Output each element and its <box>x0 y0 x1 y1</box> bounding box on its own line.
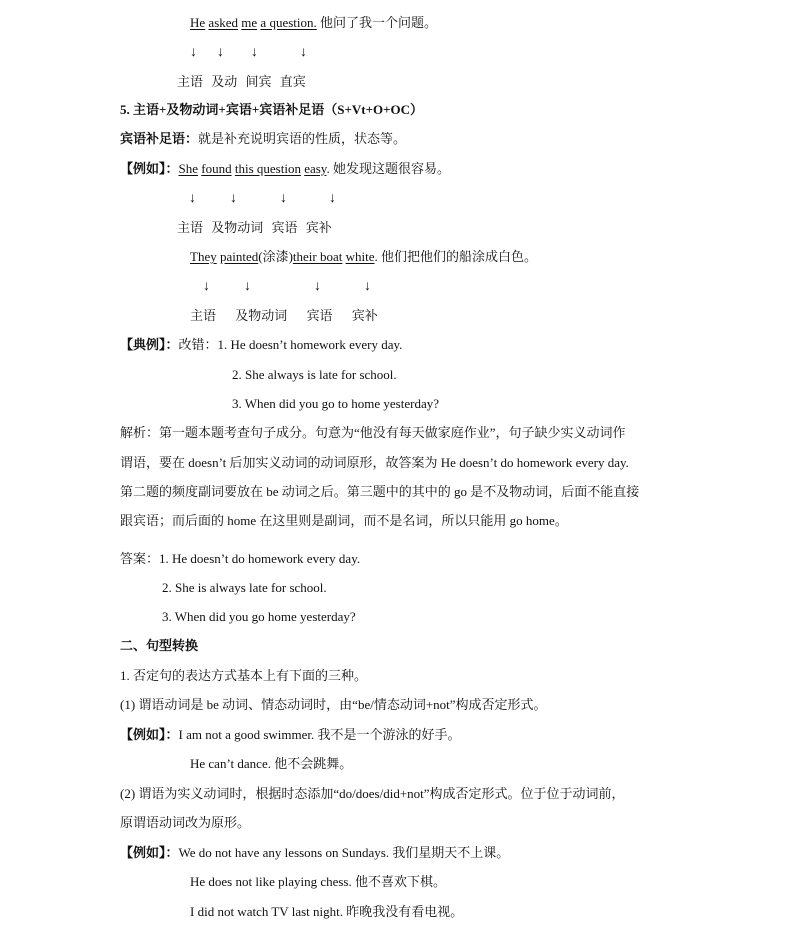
word-subject: She <box>178 161 199 176</box>
answer-item: 3. When did you go home yesterday? <box>162 609 356 624</box>
word-direct-object: a question. <box>260 15 317 30</box>
down-arrow-icon: ↓ <box>190 45 197 60</box>
answer-item: 1. He doesn’t do homework every day. <box>159 551 361 566</box>
component-labels: 主语 及物动词 宾语 宾补 <box>177 220 332 235</box>
down-arrow-icon: ↓ <box>314 279 321 294</box>
down-arrow-icon: ↓ <box>230 191 237 206</box>
typical-item: 2. She always is late for school. <box>232 367 397 382</box>
word-subject: He <box>190 15 206 30</box>
component-labels: 主语 及动 间宾 直宾 <box>177 74 306 89</box>
word-indirect-object: me <box>241 15 258 30</box>
point-line: 1. 否定句的表达方式基本上有下面的三种。 <box>120 668 368 683</box>
example-sentence-2 <box>190 248 537 266</box>
example-sentence: He does not like playing chess. 他不喜欢下棋。 <box>190 874 446 889</box>
analysis-line: 谓语，要在 doesn’t 后加实义动词的动词原形，故答案为 He doesn’t do homework every day. <box>120 455 629 470</box>
word-subject: They <box>190 249 217 264</box>
typical-example-line-1 <box>120 336 402 354</box>
answer-line-1 <box>120 550 360 568</box>
down-arrow-icon: ↓ <box>217 45 224 60</box>
typical-prefix: 改错： <box>178 337 218 352</box>
answer-item: 2. She is always late for school. <box>162 580 327 595</box>
definition-line <box>120 130 406 148</box>
example-sentence-1 <box>120 160 450 178</box>
example-sentence: I am not a good swimmer. 我不是一个游泳的好手。 <box>178 727 461 742</box>
example-tag: 【例如】： <box>120 845 179 860</box>
example-tag: 【例如】： <box>120 727 179 742</box>
word-complement: white <box>345 249 375 264</box>
analysis-line: 第二题的频度副词要放在 be 动词之后。第三题中的其中的 go 是不及物动词，后面不能直接 <box>120 484 640 499</box>
example-sentence: He can’t dance. 他不会跳舞。 <box>190 756 353 771</box>
down-arrow-icon: ↓ <box>329 191 336 206</box>
definition-text: 就是补充说明宾语的性质，状态等。 <box>198 131 407 146</box>
word-verb: painted <box>219 249 259 264</box>
down-arrow-icon: ↓ <box>364 279 371 294</box>
down-arrow-icon: ↓ <box>203 279 210 294</box>
gloss: (涂漆) <box>258 249 293 264</box>
section-heading: 5. 主语+及物动词+宾语+宾语补足语（S+Vt+O+OC） <box>120 102 424 117</box>
example-line <box>120 726 461 744</box>
word-complement: easy <box>304 161 327 176</box>
word-object: this question <box>234 161 301 176</box>
rule-line: (1) 谓语动词是 be 动词、情态动词时，由“be/情态动词+not”构成否定形式。 <box>120 697 547 712</box>
down-arrow-icon: ↓ <box>189 191 196 206</box>
translation: . 他们把他们的船涂成白色。 <box>374 249 538 264</box>
rule-line: 原谓语动词改为原形。 <box>120 815 251 830</box>
translation: . 她发现这题很容易。 <box>326 161 450 176</box>
typical-item: 3. When did you go to home yesterday? <box>232 396 439 411</box>
example-line <box>120 844 509 862</box>
down-arrow-icon: ↓ <box>244 279 251 294</box>
analysis-line: 跟宾语；而后面的 home 在这里则是副词，而不是名词，所以只能用 go home。 <box>120 513 568 528</box>
typical-item: 1. He doesn’t homework every day. <box>217 337 403 352</box>
section-heading: 二、句型转换 <box>120 638 199 653</box>
example-sentence: We do not have any lessons on Sundays. 我们星期天不上课。 <box>178 845 510 860</box>
word-object: their boat <box>292 249 343 264</box>
component-labels: 主语 及物动词 宾语 宾补 <box>190 308 378 323</box>
answer-prefix: 答案： <box>120 551 160 566</box>
svo-example-sentence <box>190 14 437 32</box>
translation: 他问了我一个问题。 <box>320 15 438 30</box>
word-verb: asked <box>208 15 239 30</box>
typical-tag: 【典例】： <box>120 337 179 352</box>
rule-line: (2) 谓语为实义动词时，根据时态添加“do/does/did+not”构成否定形式。位于位于动词前， <box>120 786 625 801</box>
down-arrow-icon: ↓ <box>251 45 258 60</box>
analysis-line: 解析：第一题本题考查句子成分。句意为“他没有每天做家庭作业”，句子缺少实义动词作 <box>120 425 626 440</box>
example-sentence: I did not watch TV last night. 昨晚我没有看电视。 <box>190 904 464 919</box>
down-arrow-icon: ↓ <box>300 45 307 60</box>
definition-term: 宾语补足语： <box>120 131 199 146</box>
word-verb: found <box>201 161 232 176</box>
example-tag: 【例如】： <box>120 161 179 176</box>
down-arrow-icon: ↓ <box>280 191 287 206</box>
